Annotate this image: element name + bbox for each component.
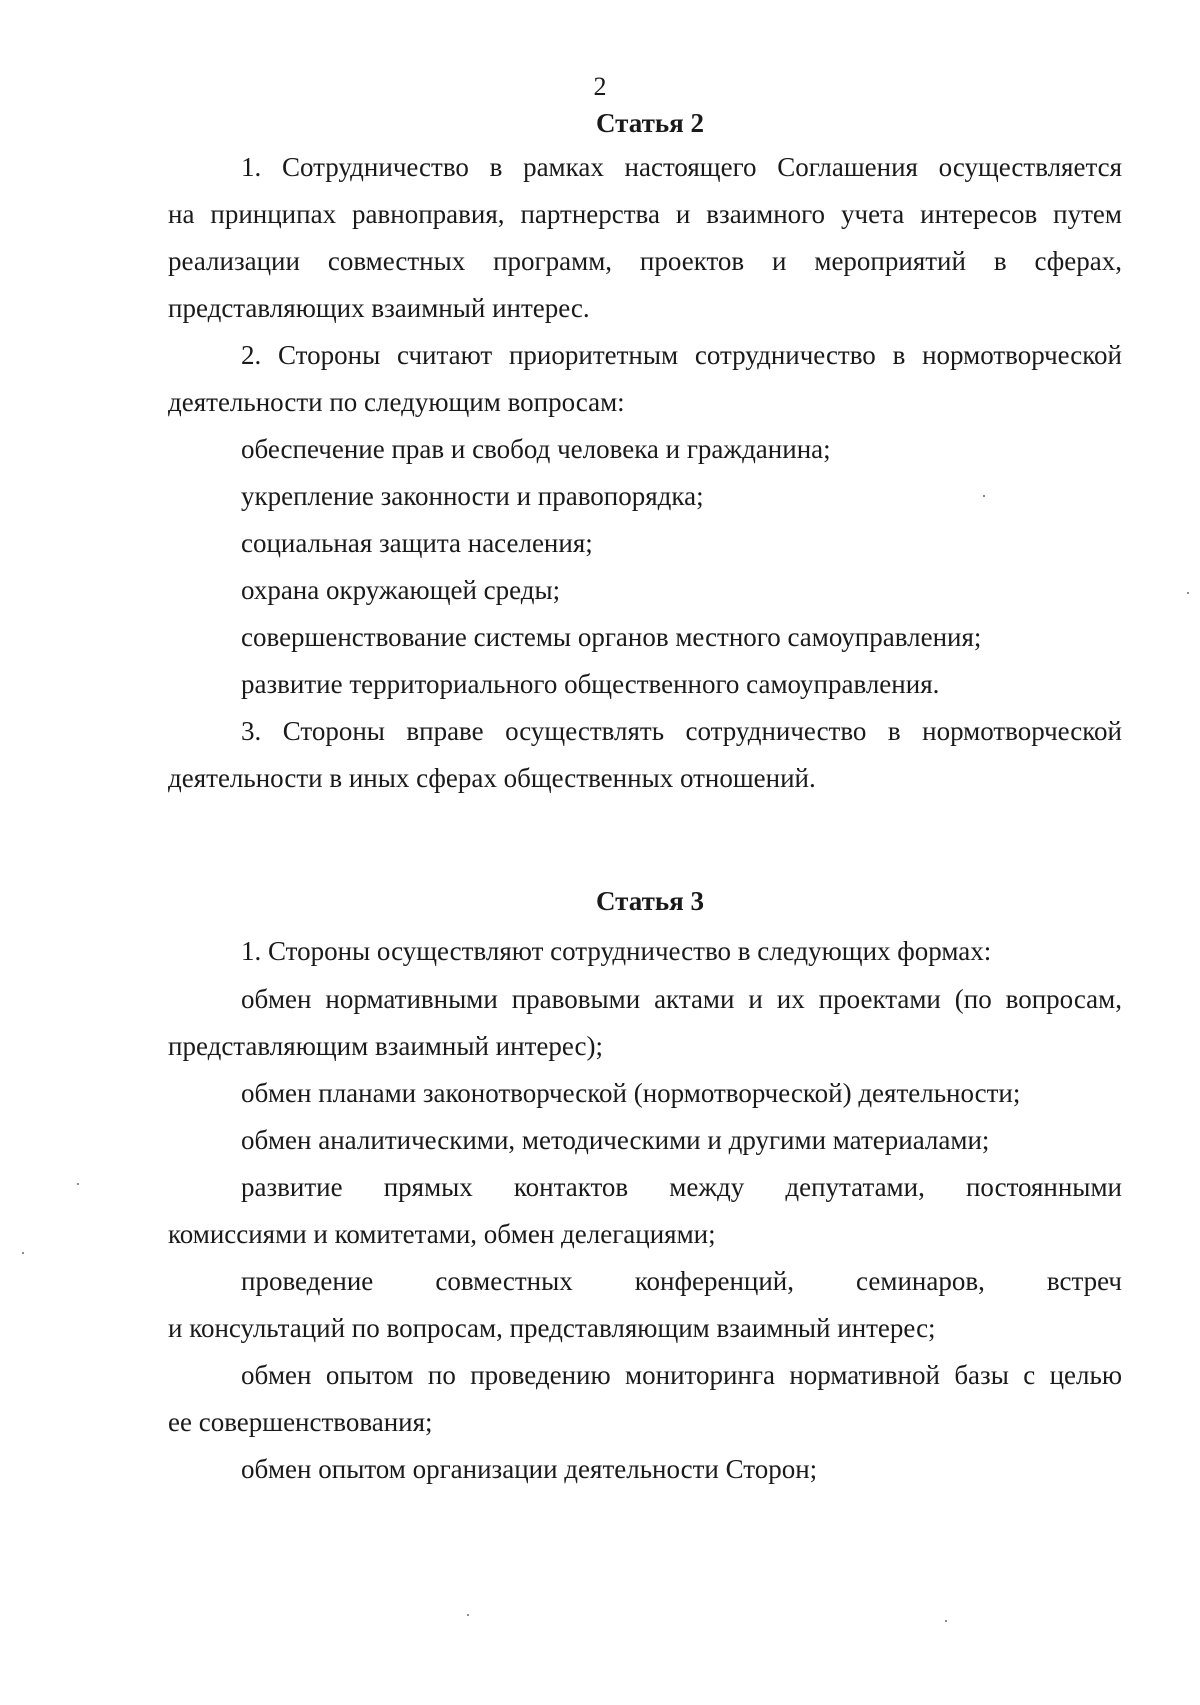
article-3-form6-line2: ее совершенствования;: [168, 1407, 433, 1437]
page-number: 2: [593, 72, 607, 101]
article-3-p1: 1. Стороны осуществляют сотрудничество в следующих формах:: [241, 936, 992, 966]
scan-speck: [77, 1183, 79, 1185]
article-3-form1-line1: обмен нормативными правовыми актами и их проектами (по вопросам,: [241, 984, 1122, 1014]
article-2-p2-line2: деятельности по следующим вопросам:: [168, 387, 625, 417]
article-2-heading: Статья 2: [596, 108, 704, 138]
article-2-p1-line4: представляющих взаимный интерес.: [168, 293, 590, 323]
article-3-form4-line1: развитие прямых контактов между депутатами, постоянными: [241, 1172, 1122, 1202]
article-3-form3: обмен аналитическими, методическими и другими материалами;: [241, 1125, 990, 1155]
article-3-form2: обмен планами законотворческой (нормотворческой) деятельности;: [241, 1078, 1021, 1108]
list-item: социальная защита населения;: [241, 528, 593, 558]
article-3-form6-line1: обмен опытом по проведению мониторинга нормативной базы с целью: [241, 1360, 1122, 1390]
article-2-p1-line1: 1. Сотрудничество в рамках настоящего Соглашения осуществляется: [241, 152, 1122, 182]
scan-speck: [467, 1614, 469, 1616]
list-item: развитие территориального общественного самоуправления.: [241, 669, 940, 699]
list-item: обеспечение прав и свобод человека и гражданина;: [241, 434, 831, 464]
article-3-form1-line2: представляющим взаимный интерес);: [168, 1031, 603, 1061]
article-3-form5-line2: и консультаций по вопросам, представляющим взаимный интерес;: [168, 1313, 936, 1343]
scan-speck: [983, 495, 985, 497]
article-3-form5-line1: проведение совместных конференций, семинаров, встреч: [241, 1266, 1122, 1296]
article-3-form7: обмен опытом организации деятельности Сторон;: [241, 1454, 818, 1484]
article-2-p1-line2: на принципах равноправия, партнерства и взаимного учета интересов путем: [168, 199, 1122, 229]
article-3-heading: Статья 3: [596, 886, 704, 916]
article-2-p3-line1: 3. Стороны вправе осуществлять сотрудничество в нормотворческой: [241, 716, 1122, 746]
article-2-p3-line2: деятельности в иных сферах общественных отношений.: [168, 763, 816, 793]
article-2-p2-line1: 2. Стороны считают приоритетным сотрудничество в нормотворческой: [241, 340, 1122, 370]
scan-speck: [1187, 592, 1189, 594]
scan-speck: [22, 1252, 24, 1254]
article-2-p1-line3: реализации совместных программ, проектов и мероприятий в сферах,: [168, 246, 1122, 276]
scan-speck: [945, 1620, 947, 1622]
article-3-form4-line2: комиссиями и комитетами, обмен делегациями;: [168, 1219, 716, 1249]
list-item: совершенствование системы органов местного самоуправления;: [241, 622, 982, 652]
list-item: укрепление законности и правопорядка;: [241, 481, 704, 511]
list-item: охрана окружающей среды;: [241, 575, 561, 605]
